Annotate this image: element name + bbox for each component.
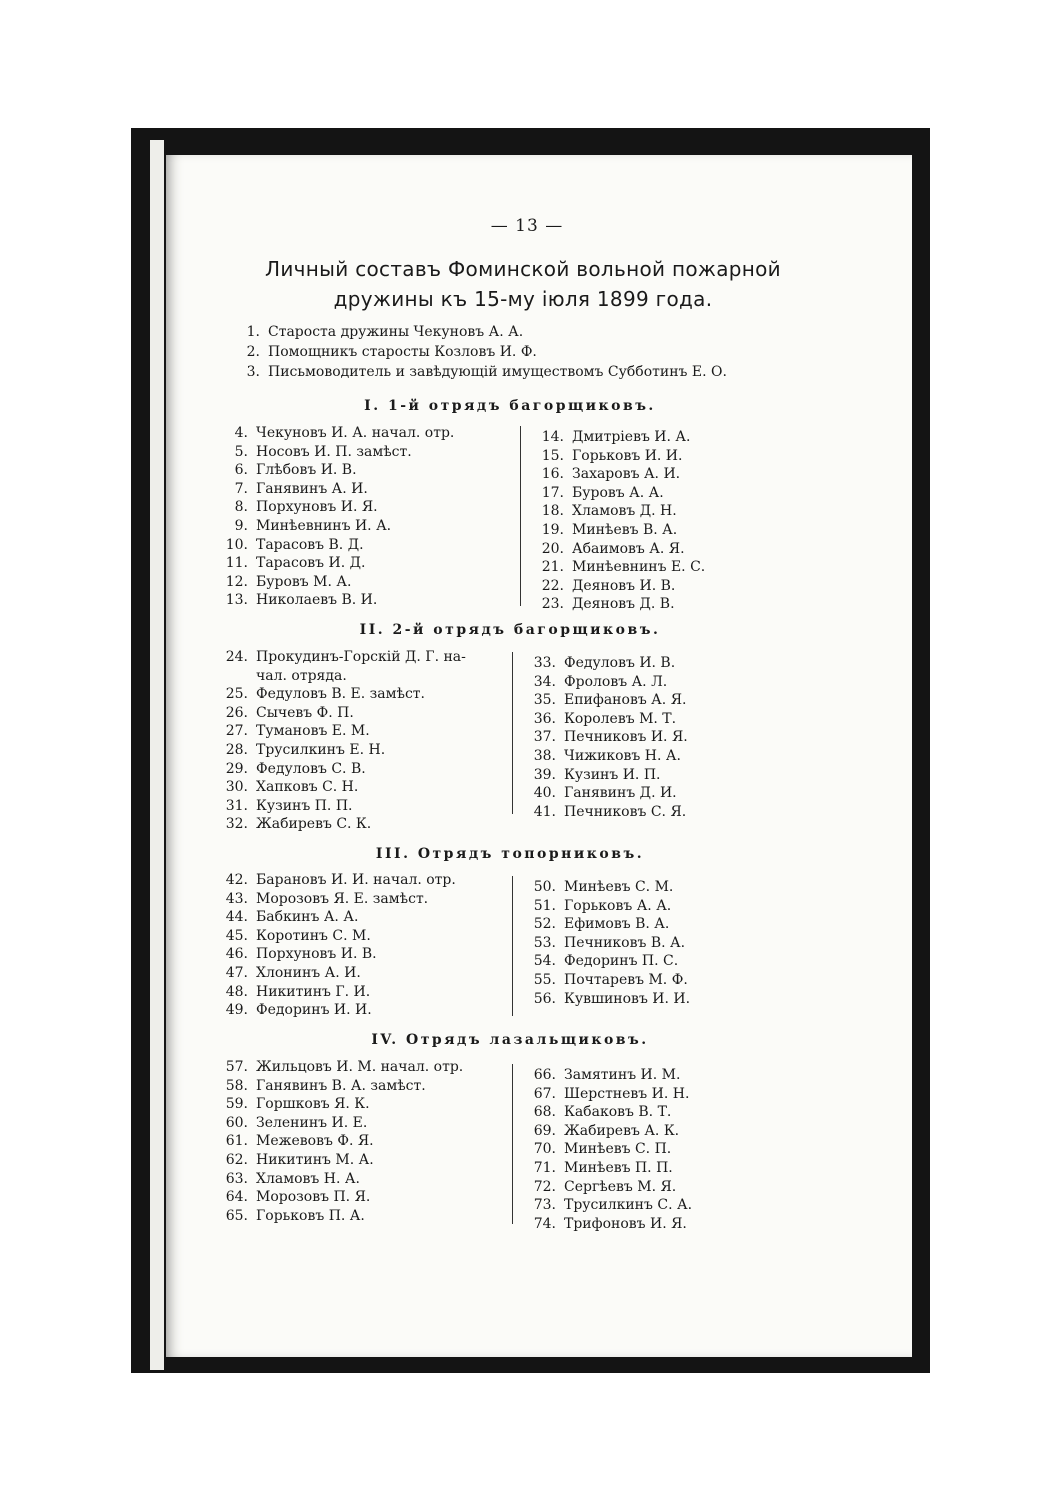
list-item: 25. Федуловъ В. Е. замѣст. bbox=[225, 686, 425, 703]
section-title: IV. Отрядъ лазальщиковъ. bbox=[371, 1032, 649, 1048]
list-item: 15. Горьковъ И. И. bbox=[541, 447, 683, 464]
list-item: 60. Зеленинъ И. Е. bbox=[225, 1114, 368, 1131]
list-item: 32. Жабиревъ С. К. bbox=[225, 816, 372, 833]
list-item: 43. Морозовъ Я. Е. замѣст. bbox=[225, 890, 429, 907]
list-item-continuation: чал. отряда. bbox=[256, 667, 347, 684]
list-item: 1. Староста дружины Чекуновъ А. А. bbox=[246, 324, 524, 340]
list-item: 66. Замятинъ И. М. bbox=[533, 1067, 681, 1083]
list-item: 24. Прокудинъ-Горскій Д. Г. на- bbox=[225, 649, 466, 665]
list-item: 22. Деяновъ И. В. bbox=[541, 577, 676, 594]
list-item: 61. Межевовъ Ф. Я. bbox=[225, 1133, 374, 1150]
section-3-right-column bbox=[520, 878, 780, 1008]
list-item: 11. Тарасовъ И. Д. bbox=[225, 555, 366, 572]
list-item: 45. Коротинъ С. М. bbox=[225, 927, 371, 944]
list-item: 68. Кабаковъ В. Т. bbox=[533, 1104, 672, 1121]
list-item: 34. Фроловъ А. Л. bbox=[533, 673, 668, 690]
intro-list bbox=[236, 322, 776, 382]
list-item: 8. Порхуновъ И. Я. bbox=[234, 499, 378, 516]
list-item: 39. Кузинъ И. П. bbox=[533, 766, 661, 783]
list-item: 59. Горшковъ Я. К. bbox=[225, 1096, 370, 1113]
list-item: 47. Хлонинъ А. И. bbox=[225, 964, 361, 981]
page-title: Личный составъ Фоминской вольной пожарной дружины къ 15-му іюля 1899 года. bbox=[265, 257, 781, 311]
page-number: — 13 — bbox=[490, 216, 564, 236]
list-item: 10. Тарасовъ В. Д. bbox=[225, 536, 364, 553]
list-item: 57. Жильцовъ И. М. начал. отр. bbox=[225, 1059, 464, 1075]
list-item: 30. Хапковъ С. Н. bbox=[225, 779, 359, 796]
list-item: 31. Кузинъ П. П. bbox=[225, 797, 353, 814]
column-divider bbox=[520, 426, 521, 606]
list-item: 53. Печниковъ В. А. bbox=[533, 934, 686, 951]
section-3-left-column bbox=[212, 871, 512, 1020]
section-1-right-column bbox=[528, 428, 788, 614]
list-item: 5. Носовъ И. П. замѣст. bbox=[234, 443, 412, 460]
list-item: 70. Минѣевъ С. П. bbox=[533, 1141, 672, 1158]
list-item: 13. Николаевъ В. И. bbox=[225, 592, 378, 609]
list-item: 48. Никитинъ Г. И. bbox=[225, 983, 371, 1000]
section-4-right-column bbox=[520, 1066, 780, 1233]
list-item: 67. Шерстневъ И. Н. bbox=[533, 1085, 690, 1102]
list-item: 52. Ефимовъ В. А. bbox=[533, 916, 670, 933]
list-item: 2. Помощникъ старосты Козловъ И. Ф. bbox=[246, 344, 537, 360]
list-item: 42. Барановъ И. И. начал. отр. bbox=[225, 872, 456, 888]
list-item: 46. Порхуновъ И. В. bbox=[225, 946, 377, 963]
list-item: 55. Почтаревъ М. Ф. bbox=[533, 971, 688, 988]
section-1-left-column bbox=[212, 424, 512, 610]
list-item: 41. Печниковъ С. Я. bbox=[533, 803, 687, 820]
list-item: 3. Письмоводитель и завѣдующій имуществомъ Субботинъ Е. О. bbox=[246, 364, 727, 380]
list-item: 28. Трусилкинъ Е. Н. bbox=[225, 741, 386, 758]
list-item: 38. Чижиковъ Н. А. bbox=[533, 747, 681, 764]
list-item: 35. Епифановъ А. Я. bbox=[533, 692, 687, 709]
list-item: 18. Хламовъ Д. Н. bbox=[541, 503, 677, 520]
section-2-left-column bbox=[212, 648, 512, 834]
section-title: I. 1-й отрядъ багорщиковъ. bbox=[364, 398, 656, 414]
list-item: 19. Минѣевъ В. А. bbox=[541, 521, 678, 538]
list-item: 17. Буровъ А. А. bbox=[541, 484, 664, 501]
list-item: 71. Минѣевъ П. П. bbox=[533, 1159, 673, 1176]
list-item: 4. Чекуновъ И. А. начал. отр. bbox=[234, 425, 455, 441]
list-item: 62. Никитинъ М. А. bbox=[225, 1151, 374, 1168]
list-item: 33. Федуловъ И. В. bbox=[533, 655, 676, 671]
list-item: 29. Федуловъ С. В. bbox=[225, 760, 366, 777]
list-item: 26. Сычевъ Ф. П. bbox=[225, 704, 354, 721]
list-item: 69. Жабиревъ А. К. bbox=[533, 1122, 680, 1139]
list-item: 12. Буровъ М. А. bbox=[225, 573, 352, 590]
list-item: 63. Хламовъ Н. А. bbox=[225, 1170, 360, 1187]
list-item: 50. Минѣевъ С. М. bbox=[533, 879, 674, 895]
column-divider bbox=[512, 652, 513, 814]
section-title: II. 2-й отрядъ багорщиковъ. bbox=[359, 622, 661, 638]
column-divider bbox=[512, 1064, 513, 1224]
section-2-right-column bbox=[520, 654, 780, 821]
list-item: 36. Королевъ М. Т. bbox=[533, 710, 677, 727]
list-item: 9. Минѣевнинъ И. А. bbox=[234, 517, 392, 534]
list-item: 72. Сергѣевъ М. Я. bbox=[533, 1178, 677, 1195]
section-title: III. Отрядъ топорниковъ. bbox=[375, 846, 645, 862]
list-item: 40. Ганявинъ Д. И. bbox=[533, 785, 677, 802]
list-item: 54. Федоринъ П. С. bbox=[533, 953, 679, 970]
list-item: 20. Абаимовъ А. Я. bbox=[541, 540, 685, 557]
list-item: 16. Захаровъ А. И. bbox=[541, 466, 681, 483]
column-divider bbox=[512, 876, 513, 1016]
list-item: 65. Горьковъ П. А. bbox=[225, 1207, 365, 1224]
section-4-left-column bbox=[212, 1058, 512, 1225]
list-item: 37. Печниковъ И. Я. bbox=[533, 729, 688, 746]
list-item: 27. Тумановъ Е. М. bbox=[225, 723, 370, 740]
list-item: 49. Федоринъ И. И. bbox=[225, 1002, 372, 1019]
list-item: 6. Глѣбовъ И. В. bbox=[234, 462, 357, 479]
list-item: 74. Трифоновъ И. Я. bbox=[533, 1215, 687, 1232]
list-item: 23. Деяновъ Д. В. bbox=[541, 596, 675, 613]
list-item: 73. Трусилкинъ С. А. bbox=[533, 1197, 693, 1214]
list-item: 58. Ганявинъ В. А. замѣст. bbox=[225, 1077, 426, 1094]
list-item: 14. Дмитріевъ И. А. bbox=[541, 429, 691, 445]
list-item: 7. Ганявинъ А. И. bbox=[234, 480, 368, 497]
list-item: 56. Кувшиновъ И. И. bbox=[533, 990, 691, 1007]
list-item: 21. Минѣевнинъ Е. С. bbox=[541, 559, 706, 576]
list-item: 51. Горьковъ А. А. bbox=[533, 897, 672, 914]
list-item: 64. Морозовъ П. Я. bbox=[225, 1189, 371, 1206]
list-item: 44. Бабкинъ А. А. bbox=[225, 909, 359, 926]
